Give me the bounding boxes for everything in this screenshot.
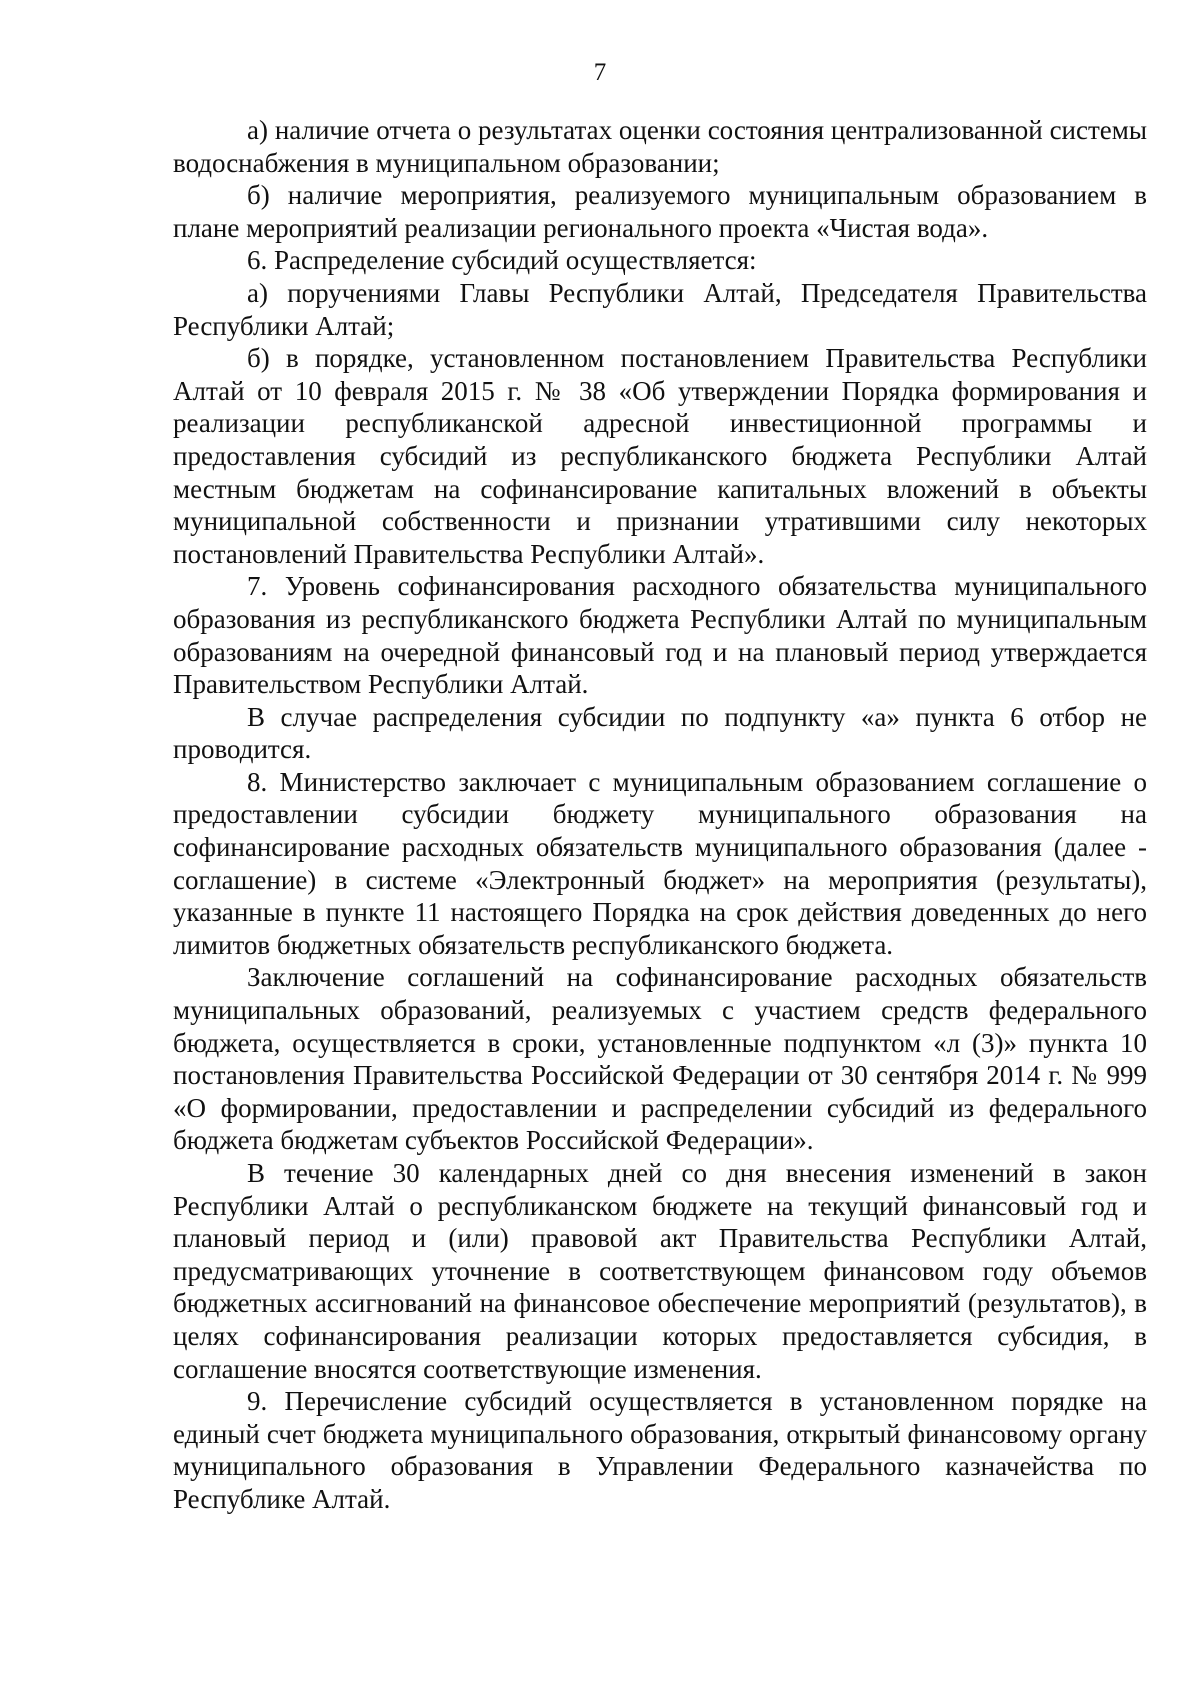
paragraph-5a: а) наличие отчета о результатах оценки состояния централизованной системы водоснабжения в муниципальном образовании; (173, 115, 1147, 178)
paragraph-6: 6. Распределение субсидий осуществляется: (247, 245, 757, 276)
paragraph-8: 8. Министерство заключает с муниципальным образованием соглашение о предоставлении субсидии бюджету муниципального образования на софинансирование расходных обязательств муниципального образования (далее - соглашение) в системе «Электронный бюджет» на мероприятия (результаты), указанные в пункте 11 настоящего Порядка на срок действия доведенных до него лимитов бюджетных обязательств республиканского бюджета. (173, 766, 1147, 960)
paragraph-7: 7. Уровень софинансирования расходного обязательства муниципального образования из республиканского бюджета Республики Алтай по муниципальным образованиям на очередной финансовый год и на плановый период утверждается Правительством Республики Алтай. (173, 571, 1147, 700)
paragraph-6a: а) поручениями Главы Республики Алтай, Председателя Правительства Республики Алтай; (173, 277, 1147, 341)
paragraph-8-agreements: Заключение соглашений на софинансирование расходных обязательств муниципальных образований, реализуемых с участием средств федерального бюджета, осуществляется в сроки, установленные подпунктом «л (3)» пункта 10 постановления Правительства Российской Федерации от 30 сентября 2014 г. № 999 «О формировании, предоставлении и распределении субсидий из федерального бюджета бюджетам субъектов Российской Федерации». (173, 962, 1147, 1156)
page-number: 7 (593, 59, 607, 86)
paragraph-5b: б) наличие мероприятия, реализуемого муниципальным образованием в плане мероприятий реализации регионального проекта «Чистая вода». (173, 180, 1147, 243)
paragraph-9: 9. Перечисление субсидий осуществляется в установленном порядке на единый счет бюджета муниципального образования, открытый финансовому органу муниципального образования в Управлении Федерального казначейства по Республике Алтай. (173, 1386, 1147, 1514)
paragraph-7-note: В случае распределения субсидии по подпункту «а» пункта 6 отбор не проводится. (173, 701, 1147, 765)
paragraph-6b: б) в порядке, установленном постановлением Правительства Республики Алтай от 10 февраля 2015 г. № 38 «Об утверждении Порядка формирования и реализации республиканской адресной инвестиционной программы и предоставления субсидий из республиканского бюджета Республики Алтай местным бюджетам на софинансирование капитальных вложений в объекты муниципальной собственности и признании утратившими силу некоторых постановлений Правительства Республики Алтай». (173, 343, 1147, 569)
paragraph-8-changes: В течение 30 календарных дней со дня внесения изменений в закон Республики Алтай о республиканском бюджете на текущий финансовый год и плановый период и (или) правовой акт Правительства Республики Алтай, предусматривающих уточнение в соответствующем финансовом году объемов бюджетных ассигнований на финансовое обеспечение мероприятий (результатов), в целях софинансирования реализации которых предоставляется субсидия, в соглашение вносятся соответствующие изменения. (173, 1158, 1147, 1384)
document-body (173, 114, 1147, 1516)
